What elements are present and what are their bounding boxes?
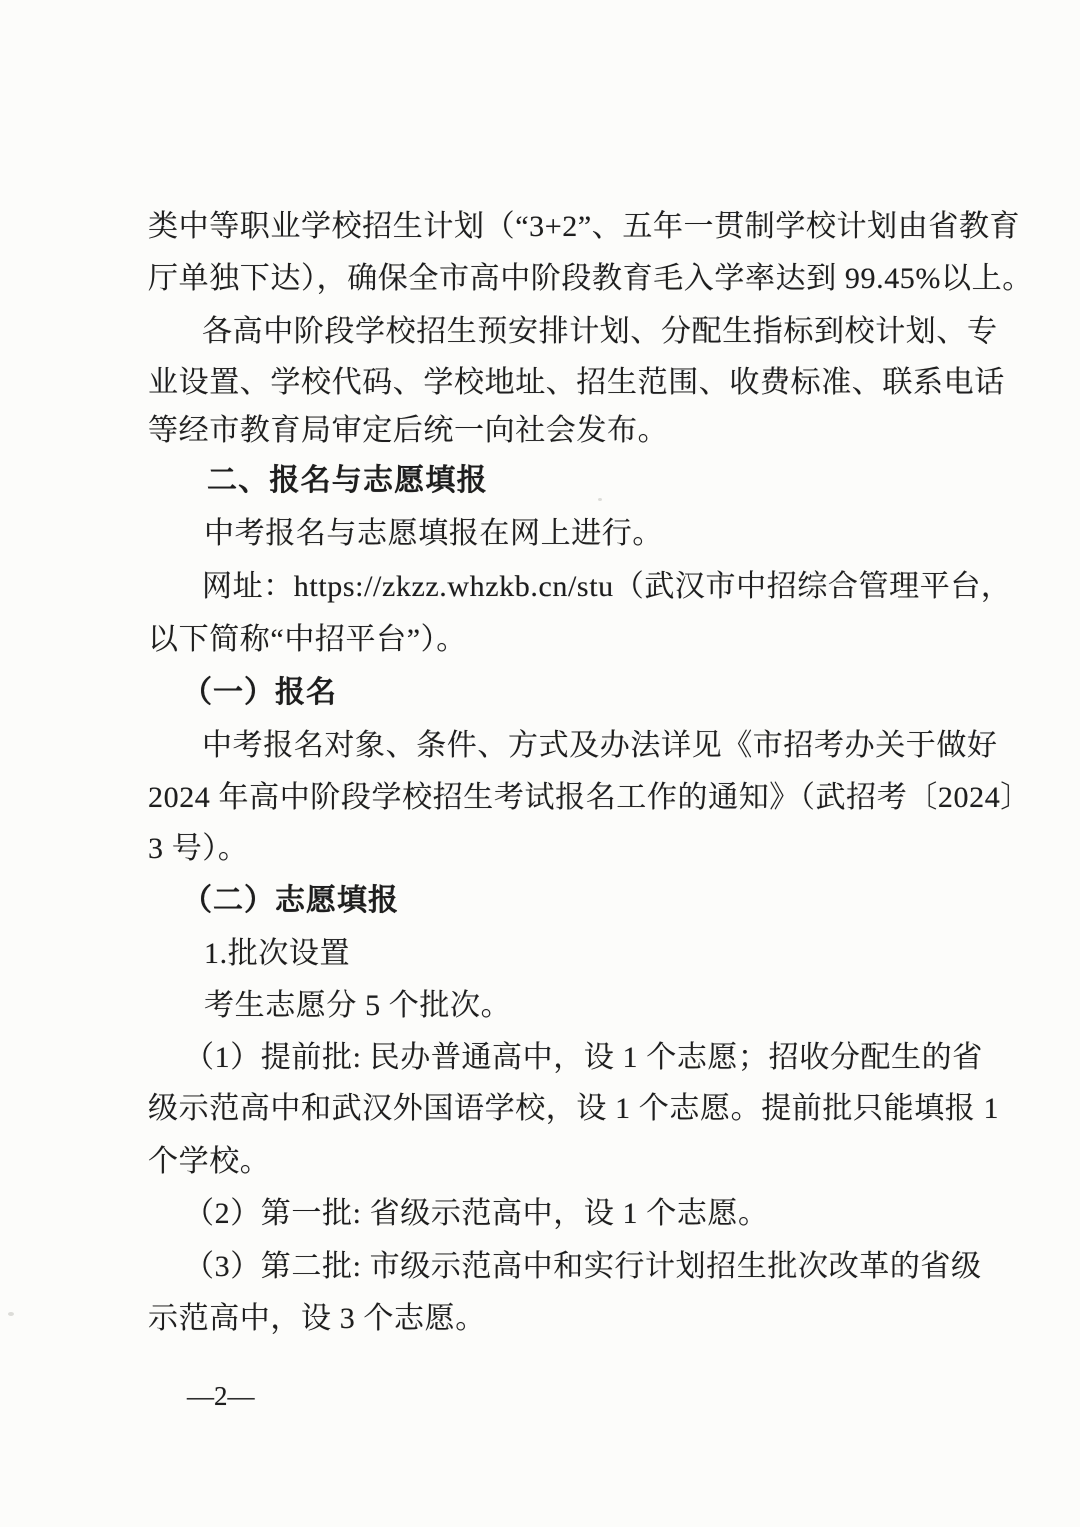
scan-speck (598, 498, 602, 501)
paragraph-website-url-line: 网址：https://zkzz.whzkb.cn/stu（武汉市中招综合管理平台， (202, 570, 1012, 603)
item-heading-batch-setup: 1.批次设置 (204, 937, 351, 970)
list-item-batch-2: （2）第一批: 省级示范高中，设 1 个志愿。 (184, 1197, 769, 1230)
list-item-batch-3-line-2: 示范高中，设 3 个志愿。 (148, 1302, 486, 1335)
section-heading-registration: 二、报名与志愿填报 (207, 464, 488, 497)
paragraph-batch-count: 考生志愿分 5 个批次。 (204, 989, 512, 1022)
paragraph-announce-line-1: 各高中阶段学校招生预安排计划、分配生指标到校计划、专 (202, 315, 998, 348)
list-item-batch-1-line-3: 个学校。 (148, 1145, 271, 1178)
list-item-batch-3-line-1: （3）第二批: 市级示范高中和实行计划招生批次改革的省级 (184, 1250, 982, 1283)
page-number: —2— (187, 1381, 255, 1411)
paragraph-notice-line-1: 中考报名对象、条件、方式及办法详见《市招考办关于做好 (202, 729, 998, 762)
subsection-heading-signup: （一）报名 (182, 676, 337, 709)
paragraph-announce-line-3: 等经市教育局审定后统一向社会发布。 (148, 414, 669, 447)
list-item-batch-1-line-2: 级示范高中和武汉外国语学校，设 1 个志愿。提前批只能填报 1 (148, 1092, 1000, 1125)
paragraph-website-line-2: 以下简称“中招平台”）。 (148, 623, 467, 656)
scan-speck (8, 1312, 14, 1316)
list-item-batch-1-line-1: （1）提前批: 民办普通高中，设 1 个志愿；招收分配生的省 (184, 1041, 983, 1074)
body-line-plan-continued-2: 厅单独下达），确保全市高中阶段教育毛入学率达到 99.45%以上。 (148, 262, 1033, 295)
body-line-plan-continued-1: 类中等职业学校招生计划（“3+2”、五年一贯制学校计划由省教育 (148, 210, 1021, 243)
subsection-heading-wish-filling: （二）志愿填报 (182, 884, 399, 917)
paragraph-online-registration: 中考报名与志愿填报在网上进行。 (204, 517, 663, 550)
paragraph-notice-line-3: 3 号）。 (148, 832, 249, 865)
paragraph-notice-line-2: 2024 年高中阶段学校招生考试报名工作的通知》（武招考〔2024〕 (148, 781, 1031, 814)
paragraph-announce-line-2: 业设置、学校代码、学校地址、招生范围、收费标准、联系电话 (148, 366, 1005, 399)
